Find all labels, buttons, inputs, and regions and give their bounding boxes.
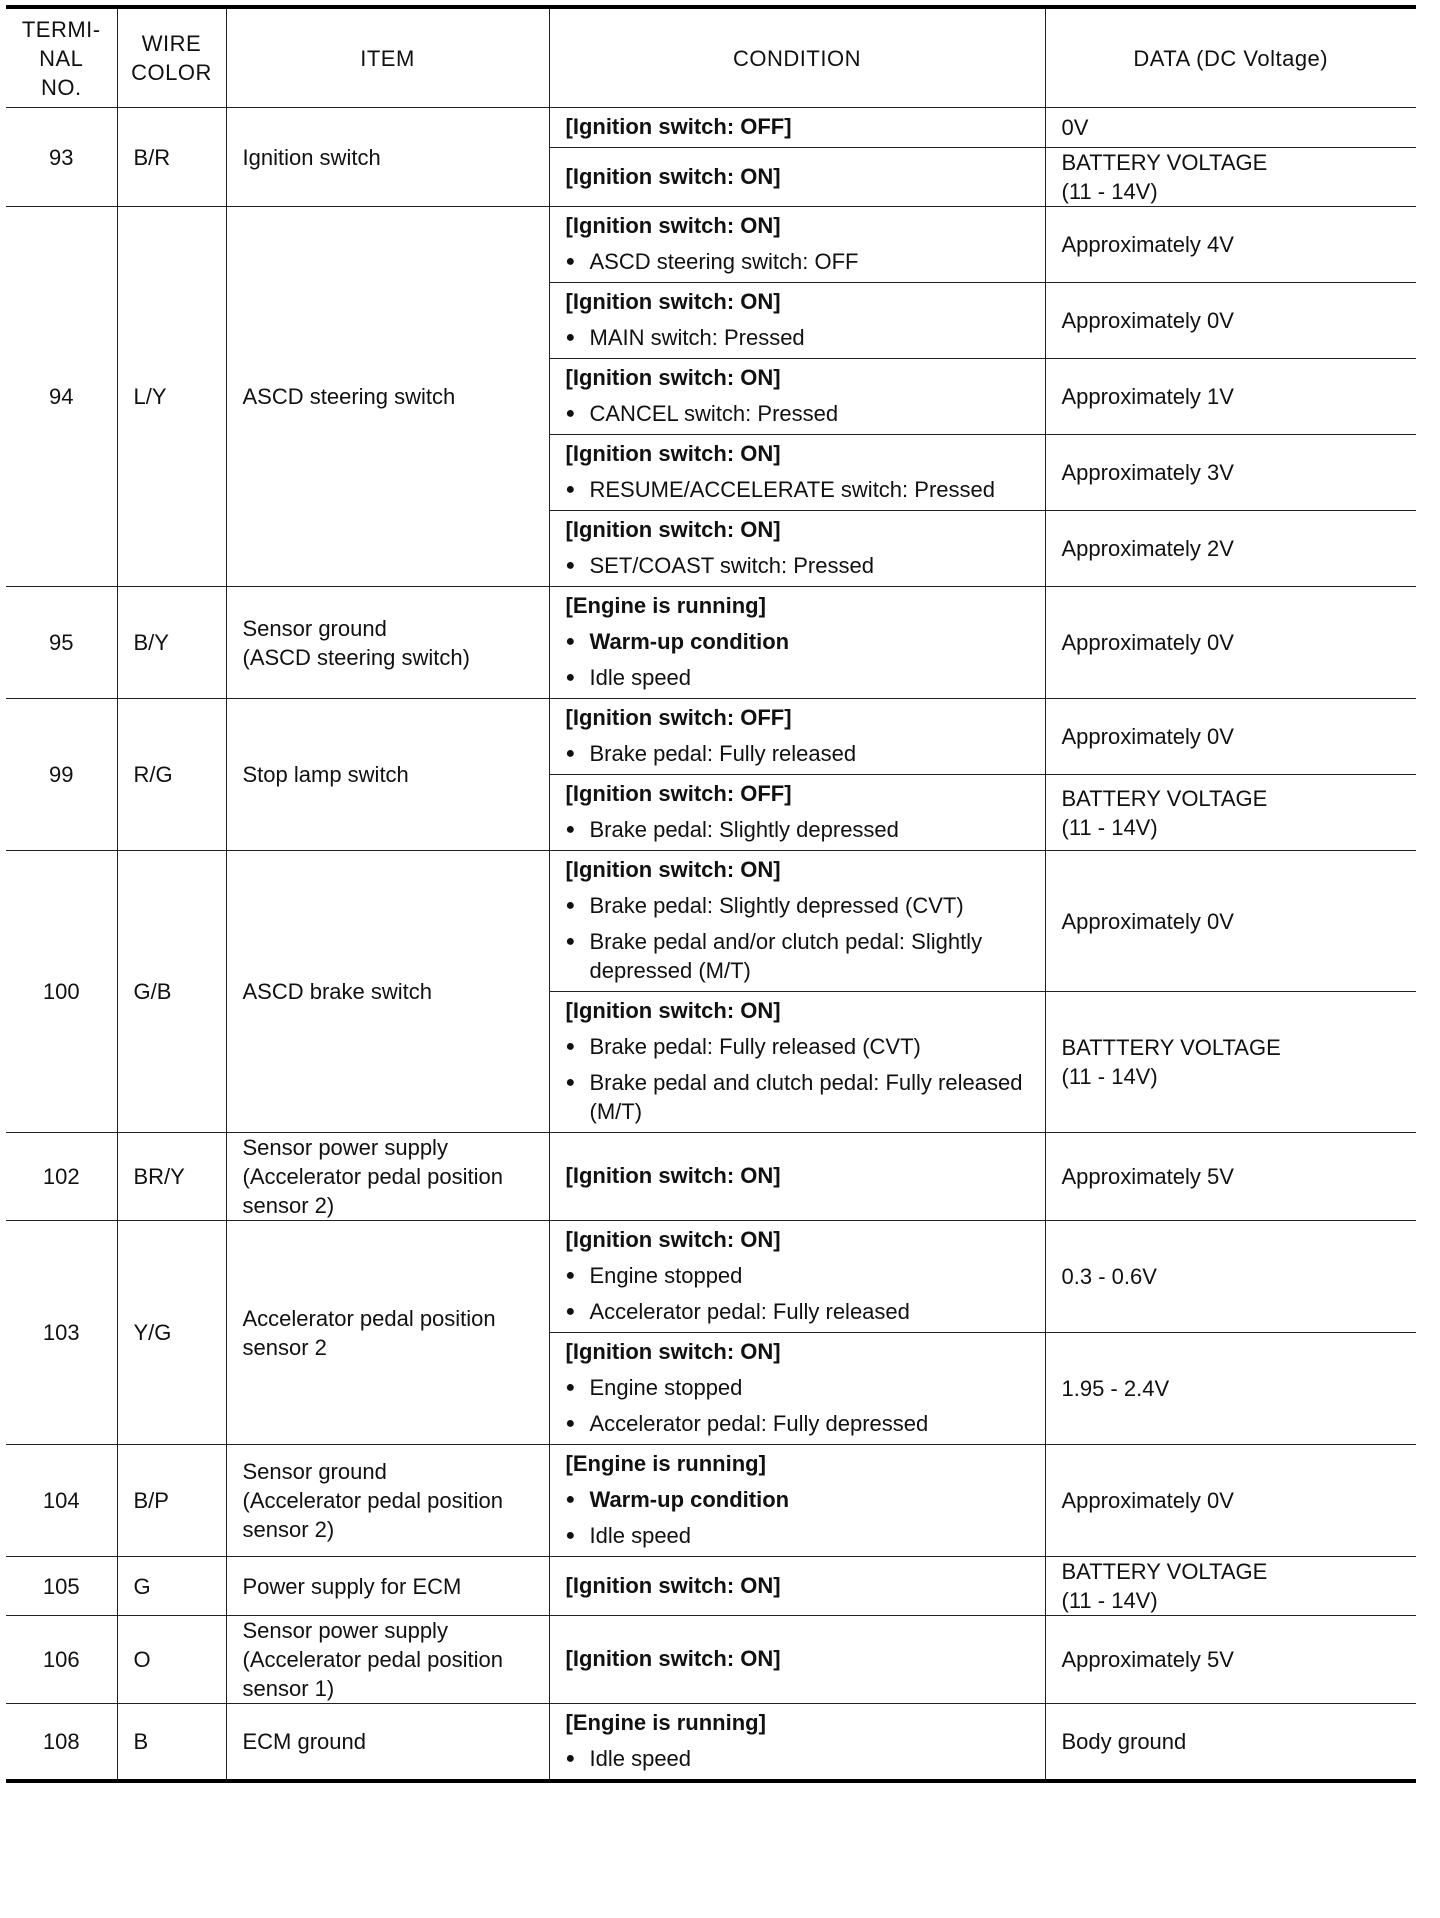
condition-bullet: ● RESUME/ACCELERATE switch: Pressed <box>566 475 1029 504</box>
header-wire-color: WIRE COLOR <box>117 7 226 108</box>
condition-bullet: ● Brake pedal: Fully released <box>566 739 1029 768</box>
data-value: BATTERY VOLTAGE <box>1061 150 1268 175</box>
ecm-terminal-table <box>6 5 1416 1783</box>
data-cell <box>1045 1221 1416 1333</box>
data-value: Approximately 5V <box>1061 1647 1234 1672</box>
wire-color: B <box>117 1704 226 1782</box>
table-row <box>6 699 1416 775</box>
terminal-number: 103 <box>6 1221 117 1445</box>
item-name: ASCD steering switch <box>226 207 549 587</box>
data-value: Approximately 0V <box>1061 1488 1234 1513</box>
item-name: Sensor power supply (Accelerator pedal position sensor 1) <box>226 1616 549 1704</box>
data-cell <box>1045 775 1416 851</box>
condition-bullet: ● Brake pedal: Fully released (CVT) <box>566 1032 1029 1061</box>
table-row <box>6 587 1416 699</box>
terminal-number: 102 <box>6 1133 117 1221</box>
condition-header: [Ignition switch: ON] <box>565 441 781 466</box>
condition-cell <box>549 283 1045 359</box>
condition-bullet: ● Brake pedal and/or clutch pedal: Slightly depressed (M/T) <box>566 927 1029 985</box>
header-data: DATA (DC Voltage) <box>1045 7 1416 108</box>
data-value: 0.3 - 0.6V <box>1061 1264 1157 1289</box>
data-cell <box>1045 207 1416 283</box>
data-value: 0V <box>1061 115 1089 140</box>
condition-bullet: ● Brake pedal: Slightly depressed <box>566 815 1029 844</box>
table-row <box>6 851 1416 992</box>
condition-cell <box>549 1133 1045 1221</box>
terminal-number: 93 <box>6 108 117 207</box>
condition-header: [Ignition switch: ON] <box>565 213 781 238</box>
condition-header: [Ignition switch: ON] <box>565 1339 781 1364</box>
table-row <box>6 1616 1416 1704</box>
data-cell <box>1045 1445 1416 1557</box>
data-value: BATTTERY VOLTAGE <box>1061 1035 1281 1060</box>
item-name: ECM ground <box>226 1704 549 1782</box>
condition-bullet: ● Warm-up condition <box>566 1485 1029 1514</box>
table-row <box>6 1445 1416 1557</box>
data-value: 1.95 - 2.4V <box>1061 1376 1170 1401</box>
data-cell <box>1045 283 1416 359</box>
data-value: Body ground <box>1061 1729 1187 1754</box>
data-cell <box>1045 851 1416 992</box>
data-cell <box>1045 148 1416 207</box>
data-value: Approximately 0V <box>1061 724 1234 749</box>
condition-cell <box>549 1616 1045 1704</box>
data-cell <box>1045 1557 1416 1616</box>
condition-bullet: ● Engine stopped <box>566 1261 1029 1290</box>
condition-bullet: ● Engine stopped <box>566 1373 1029 1402</box>
wire-color: G <box>117 1557 226 1616</box>
condition-bullet: ● ASCD steering switch: OFF <box>566 247 1029 276</box>
condition-bullet: ● Accelerator pedal: Fully depressed <box>566 1409 1029 1438</box>
data-value: Approximately 3V <box>1061 460 1234 485</box>
condition-cell <box>549 1445 1045 1557</box>
condition-header: [Ignition switch: ON] <box>565 1572 781 1598</box>
condition-cell <box>549 699 1045 775</box>
wire-color: BR/Y <box>117 1133 226 1221</box>
wire-color: B/P <box>117 1445 226 1557</box>
condition-bullet: ● MAIN switch: Pressed <box>566 323 1029 352</box>
table-header-row <box>6 7 1416 108</box>
condition-bullet: ● Accelerator pedal: Fully released <box>566 1297 1029 1326</box>
wire-color: B/R <box>117 108 226 207</box>
terminal-number: 99 <box>6 699 117 851</box>
header-condition: CONDITION <box>549 7 1045 108</box>
data-value: Approximately 1V <box>1061 384 1234 409</box>
wire-color: R/G <box>117 699 226 851</box>
data-value: BATTERY VOLTAGE <box>1061 1559 1268 1584</box>
table-row <box>6 1704 1416 1782</box>
header-item: ITEM <box>226 7 549 108</box>
header-terminal-no: TERMI- NAL NO. <box>6 7 117 108</box>
wire-color: Y/G <box>117 1221 226 1445</box>
condition-cell <box>549 992 1045 1133</box>
data-cell <box>1045 992 1416 1133</box>
data-cell <box>1045 587 1416 699</box>
condition-header: [Ignition switch: OFF] <box>565 705 792 730</box>
item-name: Sensor ground (Accelerator pedal position sensor 2) <box>226 1445 549 1557</box>
condition-cell <box>549 148 1045 207</box>
data-cell <box>1045 1704 1416 1782</box>
terminal-number: 108 <box>6 1704 117 1782</box>
wire-color: O <box>117 1616 226 1704</box>
condition-header: [Ignition switch: ON] <box>565 289 781 314</box>
data-value: (11 - 14V) <box>1061 814 1158 840</box>
condition-cell <box>549 775 1045 851</box>
item-name: Ignition switch <box>226 108 549 207</box>
item-name: Sensor power supply (Accelerator pedal position sensor 2) <box>226 1133 549 1221</box>
condition-cell <box>549 1221 1045 1333</box>
table-row <box>6 1133 1416 1221</box>
terminal-number: 106 <box>6 1616 117 1704</box>
condition-bullet: ● CANCEL switch: Pressed <box>566 399 1029 428</box>
data-value: Approximately 5V <box>1061 1164 1234 1189</box>
wire-color: G/B <box>117 851 226 1133</box>
terminal-number: 104 <box>6 1445 117 1557</box>
terminal-number: 94 <box>6 207 117 587</box>
condition-header: [Ignition switch: ON] <box>565 1646 781 1671</box>
condition-cell <box>549 359 1045 435</box>
table-row <box>6 207 1416 283</box>
data-value: Approximately 0V <box>1061 908 1234 934</box>
table-body <box>6 108 1416 1782</box>
condition-header: [Ignition switch: OFF] <box>565 114 792 139</box>
table-row <box>6 1557 1416 1616</box>
item-name: ASCD brake switch <box>226 851 549 1133</box>
condition-header: [Ignition switch: ON] <box>565 365 781 390</box>
item-name: Power supply for ECM <box>226 1557 549 1616</box>
condition-header: [Ignition switch: OFF] <box>565 781 792 806</box>
condition-header: [Ignition switch: ON] <box>565 517 781 542</box>
ecm-terminal-table-page <box>6 5 1416 1783</box>
condition-header: [Ignition switch: ON] <box>565 998 781 1023</box>
condition-header: [Engine is running] <box>565 1451 766 1476</box>
terminal-number: 105 <box>6 1557 117 1616</box>
data-value: Approximately 2V <box>1061 536 1234 561</box>
wire-color: B/Y <box>117 587 226 699</box>
data-value: Approximately 0V <box>1061 308 1234 333</box>
item-name: Accelerator pedal position sensor 2 <box>226 1221 549 1445</box>
condition-bullet: ● Idle speed <box>566 1521 1029 1550</box>
wire-color: L/Y <box>117 207 226 587</box>
terminal-number: 100 <box>6 851 117 1133</box>
data-value: (11 - 14V) <box>1061 1064 1158 1089</box>
data-cell <box>1045 1133 1416 1221</box>
data-value: Approximately 4V <box>1061 232 1234 257</box>
condition-header: [Ignition switch: ON] <box>565 857 781 882</box>
condition-bullet: ● Brake pedal: Slightly depressed (CVT) <box>566 891 1029 920</box>
condition-header: [Engine is running] <box>565 593 766 618</box>
data-value: (11 - 14V) <box>1061 1588 1158 1613</box>
condition-header: [Ignition switch: ON] <box>565 1163 781 1188</box>
condition-cell <box>549 435 1045 511</box>
condition-header: [Ignition switch: ON] <box>565 163 781 189</box>
condition-header: [Engine is running] <box>565 1710 766 1735</box>
condition-cell <box>549 587 1045 699</box>
condition-bullet: ● Idle speed <box>566 663 1029 692</box>
data-cell <box>1045 359 1416 435</box>
data-cell <box>1045 435 1416 511</box>
condition-cell <box>549 1704 1045 1782</box>
data-cell <box>1045 1616 1416 1704</box>
condition-cell <box>549 1333 1045 1445</box>
condition-cell <box>549 108 1045 148</box>
data-cell <box>1045 108 1416 148</box>
condition-header: [Ignition switch: ON] <box>565 1227 781 1252</box>
condition-cell <box>549 511 1045 587</box>
condition-cell <box>549 1557 1045 1616</box>
condition-bullet: ● Warm-up condition <box>566 627 1029 656</box>
table-row <box>6 108 1416 148</box>
data-cell <box>1045 1333 1416 1445</box>
data-value: Approximately 0V <box>1061 630 1234 655</box>
condition-bullet: ● Brake pedal and clutch pedal: Fully released (M/T) <box>566 1068 1029 1126</box>
data-value: (11 - 14V) <box>1061 179 1158 204</box>
condition-cell <box>549 851 1045 992</box>
item-name: Stop lamp switch <box>226 699 549 851</box>
condition-cell <box>549 207 1045 283</box>
data-cell <box>1045 699 1416 775</box>
condition-bullet: ● Idle speed <box>566 1744 1029 1773</box>
terminal-number: 95 <box>6 587 117 699</box>
table-row <box>6 1221 1416 1333</box>
data-cell <box>1045 511 1416 587</box>
item-name: Sensor ground (ASCD steering switch) <box>226 587 549 699</box>
condition-bullet: ● SET/COAST switch: Pressed <box>566 551 1029 580</box>
data-value: BATTERY VOLTAGE <box>1061 785 1268 811</box>
